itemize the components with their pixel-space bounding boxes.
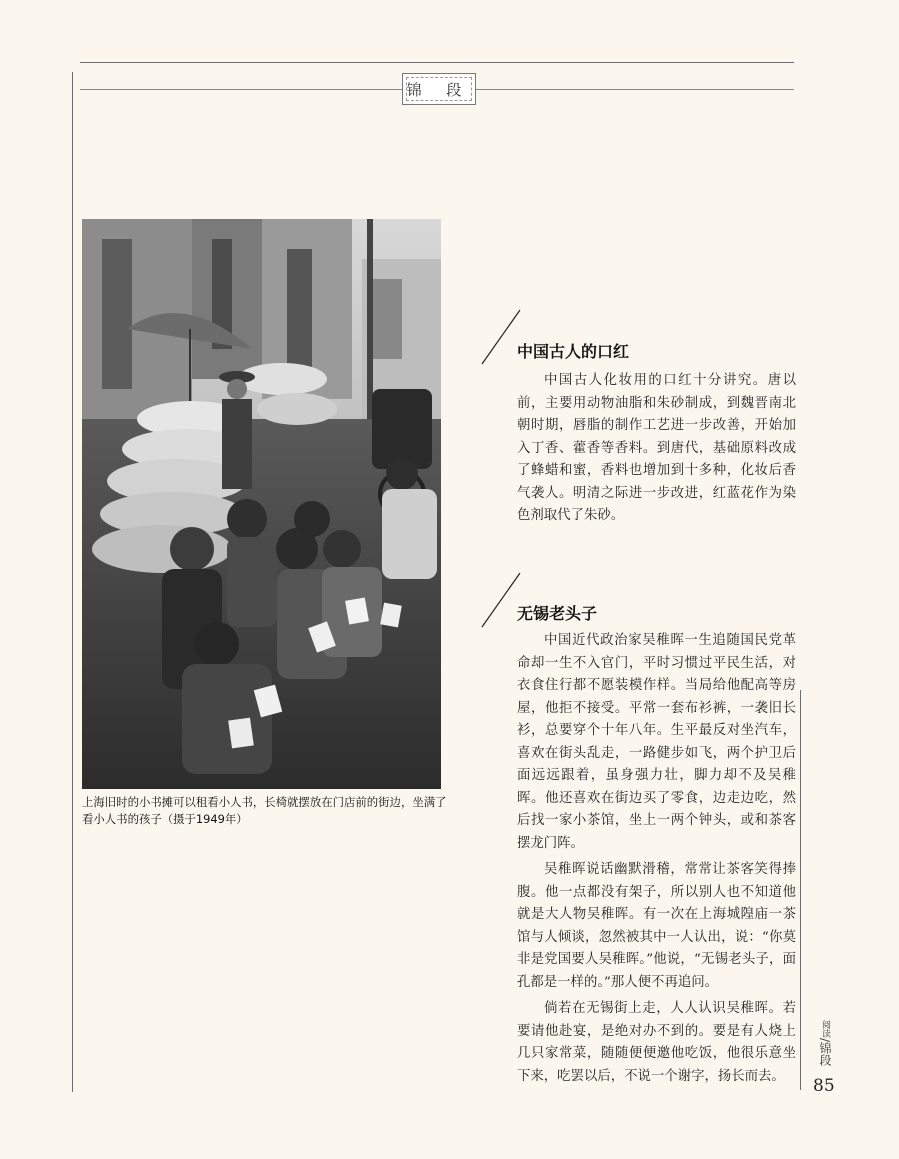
- article-body-wuxi: [517, 630, 796, 1092]
- top-rule: [80, 62, 794, 63]
- right-margin-rule: [800, 690, 801, 1090]
- left-margin-rule: [72, 72, 73, 1092]
- photo-caption: 上海旧时的小书摊可以租看小人书，长椅就摆放在门店前的街边，坐满了看小人书的孩子（摄于1949年）: [82, 795, 447, 826]
- paragraph: 吴稚晖说话幽默滑稽，常常让茶客笑得捧腹。他一点都没有架子，所以别人也不知道他就是大人物吴稚晖。有一次在上海城隍庙一茶馆与人倾谈，忽然被其中一人认出，说：“你莫非是党国要人吴稚晖。”他说，“无锡老头子，面孔都是一样的。”那人便不再追问。: [517, 862, 796, 990]
- section-label: 锦 段: [402, 73, 476, 105]
- magazine-name: 阅读: [820, 1020, 830, 1038]
- heading-slash-icon: [480, 308, 522, 366]
- article-title-wuxi: 无锡老头子: [517, 604, 598, 623]
- article-body-lipstick: [517, 370, 796, 532]
- footer-separator: /: [818, 1038, 832, 1043]
- footer-section: 锦段: [818, 1042, 832, 1067]
- paragraph: 中国古人化妆用的口红十分讲究。唐以前，主要用动物油脂和朱砂制成，到魏晋南北朝时期，唇脂的制作工艺进一步改善，开始加入丁香、藿香等香料。到唐代，基础原料改成了蜂蜡和蜜，香料也增加到十多种，化妆后香气袭人。明清之际进一步改进，红蓝花作为染色剂取代了朱砂。: [517, 373, 796, 523]
- magazine-footer-label: [818, 1020, 832, 1066]
- article-title-lipstick: 中国古人的口红: [517, 342, 630, 361]
- paragraph: 中国近代政治家吴稚晖一生追随国民党革命却一生不入官门，平时习惯过平民生活，对衣食住行都不愿装模作样。当局给他配高等房屋，他拒不接受。平常一套布衫裤，一袭旧长衫，总要穿个十年八年。生平最反对坐汽车，喜欢在街头乱走，一路健步如飞，两个护卫后面远远跟着，虽身强力壮，脚力却不及吴稚晖。他还喜欢在街边买了零食，边走边吃，然后找一家小茶馆，坐上一两个钟头，或和茶客摆龙门阵。: [517, 633, 796, 851]
- page-number: 85: [813, 1076, 835, 1096]
- heading-slash-icon: [480, 571, 522, 629]
- street-scene-photo: [82, 219, 441, 789]
- paragraph: 倘若在无锡街上走，人人认识吴稚晖。若要请他赴宴，是绝对办不到的。要是有人烧上几只家常菜，随随便便邀他吃饭，他很乐意坐下来，吃罢以后，不说一个谢字，扬长而去。: [517, 1001, 796, 1084]
